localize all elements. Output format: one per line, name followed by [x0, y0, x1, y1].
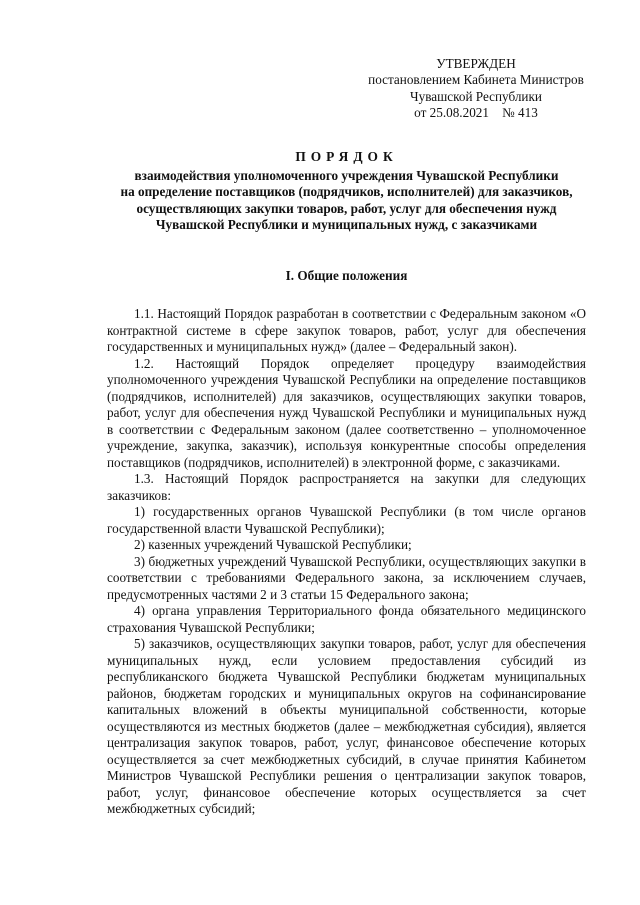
approval-block	[360, 56, 592, 121]
section-heading: I. Общие положения	[285, 267, 408, 283]
document-subtitle	[107, 168, 586, 234]
subtitle-line: взаимодействия уполномоченного учреждения Чувашской Республики	[134, 167, 559, 183]
subtitle-line: на определение поставщиков (подрядчиков, исполнителей) для заказчиков,	[120, 184, 573, 200]
list-item-4: 4) органа управления Территориального фонда обязательного медицинского страхования Чувашской Республики;	[107, 603, 586, 635]
paragraph-1-1: 1.1. Настоящий Порядок разработан в соответствии с Федеральным законом «О контрактной системе в сфере закупок товаров, работ, услуг для обеспечения государственных и муниципальных нужд» (далее – Федеральный закон).	[107, 306, 586, 355]
approval-stamp: УТВЕРЖДЕН	[436, 56, 516, 71]
list-item-3: 3) бюджетных учреждений Чувашской Республики, осуществляющих закупки в соответствии с требованиями Федерального закона, за исключением случаев, предусмотренных частями 2 и 3 статьи 15 Федерального закона;	[107, 553, 586, 602]
list-item-2: 2) казенных учреждений Чувашской Республики;	[134, 537, 412, 553]
document-body	[107, 306, 586, 818]
approval-date-number: от 25.08.2021 № 413	[414, 104, 538, 120]
subtitle-line: Чувашской Республики и муниципальных нужд, с заказчиками	[155, 217, 538, 233]
document-title: ПОРЯДОК	[295, 149, 398, 165]
subtitle-line: осуществляющих закупки товаров, работ, услуг для обеспечения нужд	[136, 200, 557, 216]
list-item-1: 1) государственных органов Чувашской Республики (в том числе органов государственной власти Чувашской Республики);	[107, 504, 586, 536]
approval-resolution: постановлением Кабинета Министров	[368, 72, 584, 88]
paragraph-1-2: 1.2. Настоящий Порядок определяет процедуру взаимодействия уполномоченного учреждения Чувашской Республики на определение поставщиков (подрядчиков, исполнителей) для заказчиков, осуществляющих закупки товаров, работ, услуг для обеспечения нужд Чувашской Республики и муниципальных нужд в соответствии с Федеральным законом (далее соответственно – уполномоченное учреждение, закупка, заказчик), используя конкурентные способы определения поставщиков (подрядчиков, исполнителей) в электронной форме, с заказчиками.	[107, 355, 586, 470]
approval-republic: Чувашской Республики	[410, 88, 542, 104]
list-item-5: 5) заказчиков, осуществляющих закупки товаров, работ, услуг для обеспечения муниципальных нужд, если условием предоставления субсидий из республиканского бюджета Чувашской Республики бюджетам муниципальных районов, бюджетам городских и муниципальных округов на софинансирование капитальных вложений в объекты муниципальной собственности, которые осуществляются из местных бюджетов (далее – межбюджетная субсидия), является централизация закупок товаров, работ, услуг, финансовое обеспечение которых осуществляется за счет межбюджетных субсидий, в случае принятия Кабинетом Министров Чувашской Республики решения о централизации закупок товаров, работ, услуг, финансовое обеспечение которых осуществляется за счет межбюджетных субсидий;	[107, 636, 586, 817]
paragraph-1-3: 1.3. Настоящий Порядок распространяется на закупки для следующих заказчиков:	[107, 471, 586, 503]
